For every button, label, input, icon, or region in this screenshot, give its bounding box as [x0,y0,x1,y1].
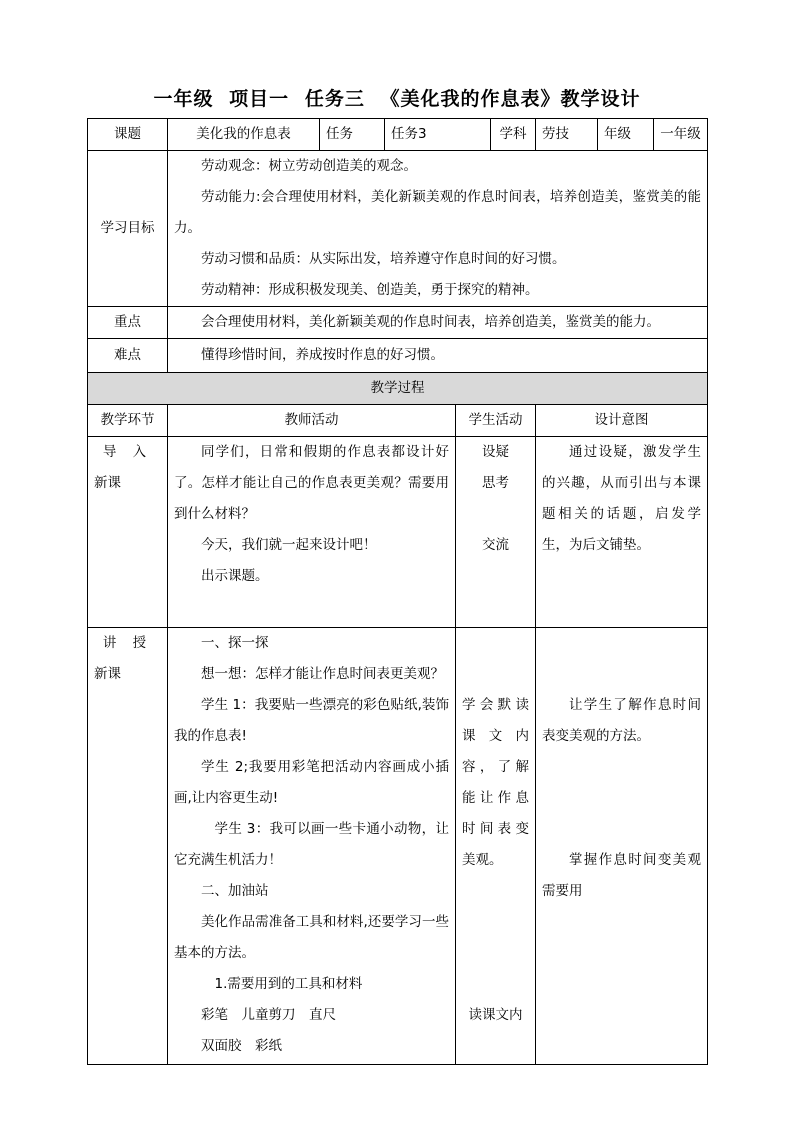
teach-teacher-line: 彩笔 儿童剪刀 直尺 [201,1007,336,1023]
key-point-label: 重点 [88,307,168,339]
title-lesson: 《美化我的作息表》教学设计 [380,88,641,110]
header-student: 学生活动 [456,405,536,437]
objective-line: 劳动精神：形成积极发现美、创造美，勇于探究的精神。 [201,282,539,298]
title-grade: 一年级 [153,88,214,110]
difficulty-label: 难点 [88,339,168,373]
objective-line: 劳动习惯和品质：从实际出发，培养遵守作息时间的好习惯。 [201,251,566,267]
intro-label-line2: 新课 [94,475,121,491]
teach-student-text: 学会默读课文内容，了解能让作息时间表变美观。 [462,697,529,868]
intro-intent-text: 通过设疑，激发学生的兴趣，从而引出与本课题相关的话题，启发学生，为后文铺垫。 [542,444,701,553]
teach-teacher-line: 想一想：怎样才能让作息时间表更美观？ [201,666,444,682]
task-label: 任务 [320,119,385,151]
topic-label: 课题 [88,119,168,151]
process-title: 教学过程 [88,373,708,405]
intro-row [88,437,708,628]
teach-teacher-line: 1.需要用到的工具和材料 [214,976,363,992]
teach-teacher-line: 双面胶 彩纸 [201,1038,282,1054]
grade-value: 一年级 [654,119,708,151]
objectives-content [168,151,708,307]
process-header-row [88,405,708,437]
teach-teacher-line: 学生 3：我可以画一些卡通小动物，让它充满生机活力！ [174,821,449,868]
title-task: 任务三 [304,88,365,110]
objective-line: 劳动能力:会合理使用材料，美化新颖美观的作息时间表，培养创造美，鉴赏美的能力。 [174,189,701,236]
objectives-label: 学习目标 [88,151,168,307]
teach-intent-text-2: 掌握作息时间变美观需要用 [542,852,701,899]
title-project: 项目一 [229,88,290,110]
intro-teacher-line: 同学们，日常和假期的作息表都设计好了。怎样才能让自己的作息表更美观？需要用到什么材料？ [174,444,449,522]
teach-label-line1: 讲 授 [102,635,153,651]
intro-teacher-line: 今天，我们就一起来设计吧！ [201,537,377,553]
teach-teacher-line: 学生 1：我要贴一些漂亮的彩色贴纸,装饰我的作息表! [174,697,449,744]
difficulty-text: 懂得珍惜时间，养成按时作息的好习惯。 [168,339,708,373]
subject-value: 劳技 [536,119,598,151]
header-stage: 教学环节 [88,405,168,437]
teach-intent-text: 让学生了解作息时间表变美观的方法。 [542,697,701,744]
teach-intent [536,628,708,1065]
intro-label-line1: 导 入 [102,444,153,460]
info-row [88,119,708,151]
difficulty-row [88,339,708,373]
task-value: 任务3 [385,119,491,151]
lesson-plan-table [87,118,708,1065]
teach-student-text-2: 读课文内 [468,1007,523,1023]
teach-row [88,628,708,1065]
key-point-text: 会合理使用材料，美化新颖美观的作息时间表，培养创造美，鉴赏美的能力。 [168,307,708,339]
teach-label [88,628,168,1065]
page-title [0,84,794,111]
intro-teacher-line: 出示课题。 [201,568,269,584]
grade-label: 年级 [598,119,654,151]
intro-label [88,437,168,628]
intro-teacher [168,437,456,628]
teach-teacher-line: 学生 2;我要用彩笔把活动内容画成小插画,让内容更生动! [174,759,449,806]
key-point-row [88,307,708,339]
header-teacher: 教师活动 [168,405,456,437]
teach-student [456,628,536,1065]
intro-student [456,437,536,628]
subject-label: 学科 [491,119,536,151]
intro-student-line: 交流 [482,537,509,553]
intro-intent [536,437,708,628]
teach-teacher-line: 一、探一探 [201,635,269,651]
teach-teacher [168,628,456,1065]
process-title-row [88,373,708,405]
intro-student-line: 设疑 [482,444,509,460]
teach-teacher-line: 二、加油站 [201,883,269,899]
header-intent: 设计意图 [536,405,708,437]
teach-label-line2: 新课 [94,666,121,682]
objectives-row [88,151,708,307]
intro-student-line: 思考 [482,475,509,491]
teach-teacher-line: 美化作品需准备工具和材料,还要学习一些基本的方法。 [174,914,449,961]
objective-line: 劳动观念：树立劳动创造美的观念。 [201,158,417,174]
topic-value: 美化我的作息表 [168,119,320,151]
